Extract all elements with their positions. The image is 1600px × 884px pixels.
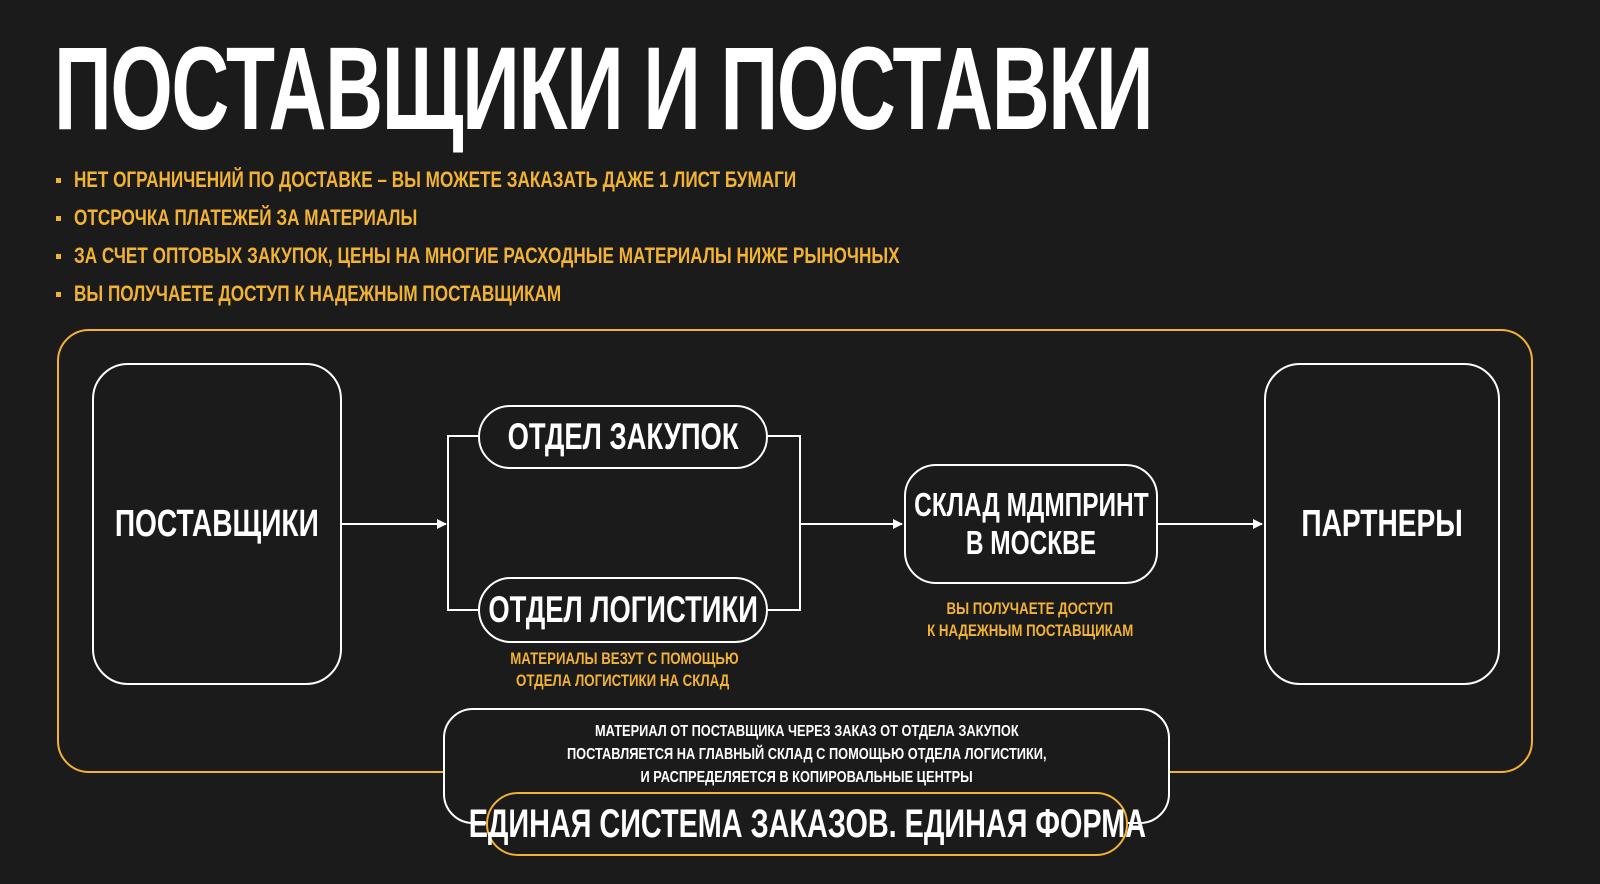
logistics-label: ОТДЕЛ ЛОГИСТИКИ [488,589,758,630]
warehouse-box [904,464,1158,584]
bracket-left [448,436,478,610]
list-item: ЗА СЧЕТ ОПТОВЫХ ЗАКУПОК, ЦЕНЫ НА МНОГИЕ РАСХОДНЫЕ МАТЕРИАЛЫ НИЖЕ РЫНОЧНЫХ [56,242,1132,280]
procurement-label: ОТДЕЛ ЗАКУПОК [507,416,739,457]
partners-box [1264,363,1500,685]
bracket-right [768,436,800,610]
partners-label: ПАРТНЕРЫ [1301,502,1463,545]
logistics-box [478,577,768,643]
warehouse-label-line2: В МОСКВЕ [965,524,1097,561]
logistics-note: МАТЕРИАЛЫ ВЕЗУТ С ПОМОЩЬЮ ОТДЕЛА ЛОГИСТИКИ НА СКЛАД [510,649,739,690]
page-title: ПОСТАВЩИКИ И ПОСТАВКИ [54,23,1153,155]
warehouse-label-line1: СКЛАД МДМПРИНТ [913,486,1149,523]
list-item: ОТСРОЧКА ПЛАТЕЖЕЙ ЗА МАТЕРИАЛЫ [56,204,1132,242]
unified-system-label: ЕДИНАЯ СИСТЕМА ЗАКАЗОВ. ЕДИНАЯ ФОРМА [468,801,1146,846]
unified-system-pill [468,792,1146,856]
warehouse-note: ВЫ ПОЛУЧАЕТЕ ДОСТУП К НАДЕЖНЫМ ПОСТАВЩИКАМ [926,599,1134,640]
summary-text: МАТЕРИАЛ ОТ ПОСТАВЩИКА ЧЕРЕЗ ЗАКАЗ ОТ ОТДЕЛА ЗАКУПОК ПОСТАВЛЯЕТСЯ НА ГЛАВНЫЙ СКЛАД С ПОМОЩЬЮ ОТДЕЛА ЛОГИСТИКИ, И РАСПРЕДЕЛЯЕТСЯ В КОПИРОВАЛЬНЫЕ ЦЕНТРЫ [566,723,1047,786]
list-item: ВЫ ПОЛУЧАЕТЕ ДОСТУП К НАДЕЖНЫМ ПОСТАВЩИКАМ [56,280,1132,318]
suppliers-label: ПОСТАВЩИКИ [115,502,319,545]
list-item: НЕТ ОГРАНИЧЕНИЙ ПО ДОСТАВКЕ – ВЫ МОЖЕТЕ ЗАКАЗАТЬ ДАЖЕ 1 ЛИСТ БУМАГИ [56,166,1132,204]
procurement-box [478,405,768,469]
suppliers-box [92,363,342,685]
